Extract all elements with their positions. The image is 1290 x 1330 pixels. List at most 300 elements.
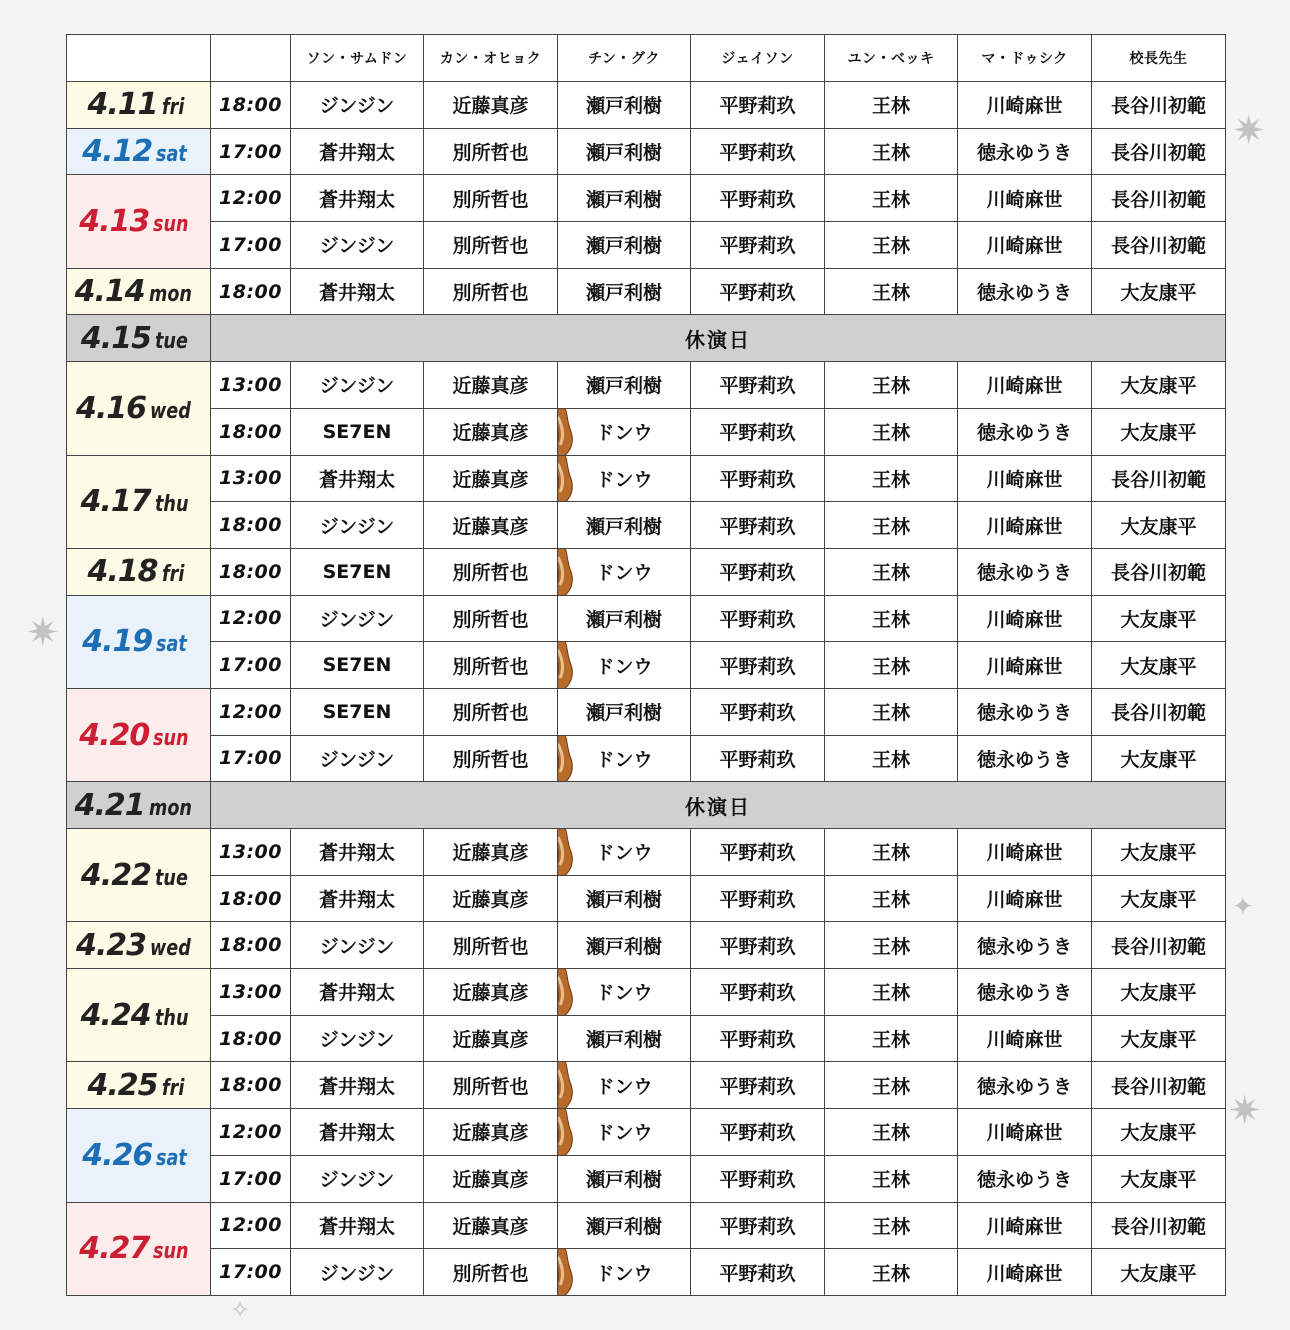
- cast-name: ドンウ: [595, 982, 653, 1005]
- cast-cell: 平野莉玖: [691, 1015, 825, 1062]
- cast-cell: 近藤真彦: [424, 1155, 558, 1202]
- cast-name: ドンウ: [595, 1262, 653, 1285]
- cast-cell: 大友康平: [1092, 1109, 1226, 1156]
- date-number: 4.24: [80, 997, 151, 1033]
- show-time: 17:00: [211, 1155, 291, 1202]
- performance-schedule-table: [66, 34, 1226, 1296]
- date-cell: [67, 268, 211, 315]
- cast-name: ドンウ: [595, 1122, 653, 1145]
- day-of-week: wed: [150, 935, 191, 961]
- table-row: [67, 1202, 1226, 1249]
- cast-cell: [558, 1155, 691, 1202]
- header-role: 校長先生: [1092, 35, 1226, 82]
- cast-cell: 長谷川初範: [1092, 455, 1226, 502]
- rest-day-row: [67, 315, 1226, 362]
- cast-cell: 王林: [825, 735, 958, 782]
- cast-cell: 川崎麻世: [958, 1109, 1092, 1156]
- cast-cell: 長谷川初範: [1092, 688, 1226, 735]
- show-time: 18:00: [211, 408, 291, 455]
- cast-cell: 平野莉玖: [691, 128, 825, 175]
- show-time: 12:00: [211, 1109, 291, 1156]
- cast-cell: 川崎麻世: [958, 175, 1092, 222]
- date-cell: [67, 362, 211, 455]
- header-role: カン・オヒョク: [424, 35, 558, 82]
- cast-name: ドンウ: [595, 842, 653, 865]
- cast-cell: ジンジン: [291, 595, 424, 642]
- show-time: 17:00: [211, 735, 291, 782]
- day-of-week: sun: [153, 212, 189, 238]
- show-time: 13:00: [211, 455, 291, 502]
- cast-name: 瀬戸利樹: [585, 935, 662, 958]
- date-number: 4.18: [87, 554, 158, 590]
- cast-cell: 徳永ゆうき: [958, 922, 1092, 969]
- cast-cell: [558, 735, 691, 782]
- cast-cell: 王林: [825, 1062, 958, 1109]
- cast-cell: 王林: [825, 128, 958, 175]
- cast-cell: 蒼井翔太: [291, 969, 424, 1016]
- cast-name: ドンウ: [595, 422, 653, 445]
- cast-cell: 別所哲也: [424, 268, 558, 315]
- cast-cell: [558, 595, 691, 642]
- cast-cell: 王林: [825, 1015, 958, 1062]
- cast-cell: [558, 642, 691, 689]
- cast-cell: 徳永ゆうき: [958, 128, 1092, 175]
- cast-cell: [558, 548, 691, 595]
- cast-cell: SE7EN: [291, 408, 424, 455]
- cast-cell: 別所哲也: [424, 222, 558, 269]
- date-cell: [67, 315, 211, 362]
- day-of-week: fri: [161, 1075, 184, 1101]
- cast-cell: 近藤真彦: [424, 362, 558, 409]
- cast-cell: [558, 268, 691, 315]
- cast-cell: 川崎麻世: [958, 222, 1092, 269]
- cast-cell: ジンジン: [291, 922, 424, 969]
- show-time: 18:00: [211, 875, 291, 922]
- cast-cell: 川崎麻世: [958, 875, 1092, 922]
- day-of-week: fri: [161, 562, 184, 588]
- cast-cell: [558, 175, 691, 222]
- cast-cell: 蒼井翔太: [291, 1109, 424, 1156]
- cast-cell: 平野莉玖: [691, 922, 825, 969]
- header-row: [67, 35, 1226, 82]
- day-of-week: tue: [154, 865, 188, 891]
- cast-cell: 蒼井翔太: [291, 1062, 424, 1109]
- cast-cell: 大友康平: [1092, 875, 1226, 922]
- show-time: 18:00: [211, 922, 291, 969]
- cast-cell: ジンジン: [291, 502, 424, 549]
- date-cell: [67, 1109, 211, 1202]
- cast-cell: 大友康平: [1092, 829, 1226, 876]
- day-of-week: tue: [154, 328, 188, 354]
- header-role: マ・ドゥシク: [958, 35, 1092, 82]
- cast-cell: [558, 502, 691, 549]
- cast-cell: 蒼井翔太: [291, 175, 424, 222]
- cast-cell: 平野莉玖: [691, 1155, 825, 1202]
- cast-name: 瀬戸利樹: [585, 702, 662, 725]
- table-row: [67, 82, 1226, 129]
- date-cell: [67, 1202, 211, 1295]
- cast-cell: 長谷川初範: [1092, 548, 1226, 595]
- cast-cell: [558, 128, 691, 175]
- date-number: 4.20: [79, 717, 150, 753]
- day-of-week: sat: [156, 632, 188, 658]
- header-time: [211, 35, 291, 82]
- header-role: チン・グク: [558, 35, 691, 82]
- squirrel-icon: [558, 408, 575, 455]
- cast-cell: 別所哲也: [424, 548, 558, 595]
- cast-cell: [558, 362, 691, 409]
- cast-cell: 別所哲也: [424, 1249, 558, 1296]
- cast-cell: 別所哲也: [424, 128, 558, 175]
- cast-cell: ジンジン: [291, 1015, 424, 1062]
- table-row: [67, 268, 1226, 315]
- cast-cell: 王林: [825, 1202, 958, 1249]
- header-role: ユン・ベッキ: [825, 35, 958, 82]
- cast-cell: 王林: [825, 969, 958, 1016]
- squirrel-icon: [558, 455, 575, 502]
- cast-cell: 王林: [825, 875, 958, 922]
- cast-cell: 別所哲也: [424, 922, 558, 969]
- table-row: [67, 175, 1226, 222]
- cast-cell: 蒼井翔太: [291, 829, 424, 876]
- cast-cell: [558, 922, 691, 969]
- cast-cell: 王林: [825, 502, 958, 549]
- table-row: [67, 688, 1226, 735]
- cast-cell: 大友康平: [1092, 1155, 1226, 1202]
- cast-cell: 平野莉玖: [691, 1202, 825, 1249]
- cast-name: ドンウ: [595, 1075, 653, 1098]
- squirrel-icon: [558, 735, 575, 782]
- table-row: [67, 222, 1226, 269]
- cast-cell: 平野莉玖: [691, 595, 825, 642]
- table-row: [67, 408, 1226, 455]
- cast-cell: 長谷川初範: [1092, 128, 1226, 175]
- date-cell: [67, 175, 211, 268]
- table-row: [67, 595, 1226, 642]
- cast-cell: 大友康平: [1092, 408, 1226, 455]
- cast-cell: 川崎麻世: [958, 502, 1092, 549]
- table-row: [67, 128, 1226, 175]
- show-time: 18:00: [211, 1015, 291, 1062]
- cast-cell: 徳永ゆうき: [958, 969, 1092, 1016]
- date-cell: [67, 782, 211, 829]
- table-row: [67, 922, 1226, 969]
- cast-cell: 川崎麻世: [958, 829, 1092, 876]
- date-number: 4.17: [80, 484, 151, 520]
- cast-cell: 平野莉玖: [691, 1109, 825, 1156]
- cast-cell: [558, 1015, 691, 1062]
- cast-cell: 王林: [825, 408, 958, 455]
- squirrel-icon: [558, 548, 575, 595]
- cast-cell: 大友康平: [1092, 362, 1226, 409]
- show-time: 12:00: [211, 175, 291, 222]
- cast-cell: 近藤真彦: [424, 455, 558, 502]
- date-number: 4.14: [74, 274, 145, 310]
- cast-cell: 川崎麻世: [958, 1249, 1092, 1296]
- cast-cell: ジンジン: [291, 1249, 424, 1296]
- cast-name: 瀬戸利樹: [585, 142, 662, 165]
- date-number: 4.12: [82, 134, 153, 170]
- cast-name: 瀬戸利樹: [585, 1169, 662, 1192]
- cast-name: 瀬戸利樹: [585, 282, 662, 305]
- squirrel-icon: [558, 1249, 575, 1296]
- date-cell: [67, 128, 211, 175]
- cast-name: ドンウ: [595, 468, 653, 491]
- cast-cell: 長谷川初範: [1092, 922, 1226, 969]
- cast-cell: 蒼井翔太: [291, 455, 424, 502]
- sparkle-icon: ✷: [26, 610, 60, 656]
- cast-cell: 徳永ゆうき: [958, 688, 1092, 735]
- table-row: [67, 548, 1226, 595]
- cast-cell: [558, 222, 691, 269]
- cast-cell: 王林: [825, 175, 958, 222]
- cast-name: 瀬戸利樹: [585, 235, 662, 258]
- cast-name: ドンウ: [595, 562, 653, 585]
- cast-cell: 川崎麻世: [958, 455, 1092, 502]
- cast-cell: 平野莉玖: [691, 548, 825, 595]
- cast-cell: 王林: [825, 1249, 958, 1296]
- cast-cell: 平野莉玖: [691, 362, 825, 409]
- cast-name: 瀬戸利樹: [585, 95, 662, 118]
- cast-cell: 徳永ゆうき: [958, 1155, 1092, 1202]
- cast-name: 瀬戸利樹: [585, 889, 662, 912]
- day-of-week: sat: [156, 1145, 188, 1171]
- cast-cell: 近藤真彦: [424, 875, 558, 922]
- cast-cell: SE7EN: [291, 688, 424, 735]
- date-number: 4.26: [82, 1137, 153, 1173]
- show-time: 18:00: [211, 82, 291, 129]
- cast-cell: 別所哲也: [424, 688, 558, 735]
- cast-cell: 近藤真彦: [424, 1109, 558, 1156]
- cast-cell: [558, 1062, 691, 1109]
- cast-cell: 近藤真彦: [424, 1202, 558, 1249]
- cast-cell: 大友康平: [1092, 595, 1226, 642]
- show-time: 13:00: [211, 969, 291, 1016]
- cast-cell: 大友康平: [1092, 969, 1226, 1016]
- date-number: 4.22: [80, 857, 151, 893]
- squirrel-icon: [558, 1062, 575, 1109]
- cast-cell: 大友康平: [1092, 1015, 1226, 1062]
- date-cell: [67, 969, 211, 1062]
- show-time: 12:00: [211, 595, 291, 642]
- squirrel-icon: [558, 1109, 575, 1156]
- header-date: [67, 35, 211, 82]
- cast-cell: 平野莉玖: [691, 222, 825, 269]
- cast-name: 瀬戸利樹: [585, 515, 662, 538]
- cast-cell: 王林: [825, 829, 958, 876]
- cast-cell: 平野莉玖: [691, 455, 825, 502]
- date-number: 4.25: [87, 1067, 158, 1103]
- table-row: [67, 362, 1226, 409]
- cast-cell: [558, 875, 691, 922]
- cast-cell: [558, 829, 691, 876]
- cast-name: 瀬戸利樹: [585, 608, 662, 631]
- cast-cell: 平野莉玖: [691, 175, 825, 222]
- table-body: [67, 82, 1226, 1296]
- day-of-week: mon: [148, 282, 192, 308]
- cast-cell: 近藤真彦: [424, 829, 558, 876]
- date-number: 4.27: [79, 1231, 150, 1267]
- rest-day-row: [67, 782, 1226, 829]
- show-time: 12:00: [211, 688, 291, 735]
- cast-name: 瀬戸利樹: [585, 1029, 662, 1052]
- cast-cell: 別所哲也: [424, 1062, 558, 1109]
- cast-cell: 王林: [825, 268, 958, 315]
- cast-cell: 平野莉玖: [691, 502, 825, 549]
- cast-cell: ジンジン: [291, 1155, 424, 1202]
- cast-cell: 近藤真彦: [424, 82, 558, 129]
- cast-cell: 川崎麻世: [958, 642, 1092, 689]
- cast-name: ドンウ: [595, 655, 653, 678]
- cast-cell: 大友康平: [1092, 268, 1226, 315]
- cast-cell: 大友康平: [1092, 502, 1226, 549]
- table-row: [67, 875, 1226, 922]
- sparkle-icon: ✷: [1228, 1088, 1262, 1134]
- cast-cell: 別所哲也: [424, 595, 558, 642]
- cast-cell: 近藤真彦: [424, 1015, 558, 1062]
- rest-day-label: 休演日: [211, 315, 1226, 362]
- date-cell: [67, 922, 211, 969]
- table-row: [67, 502, 1226, 549]
- date-number: 4.11: [87, 87, 158, 123]
- sparkle-icon: ✦: [1232, 892, 1254, 922]
- cast-cell: 平野莉玖: [691, 688, 825, 735]
- cast-cell: 平野莉玖: [691, 1249, 825, 1296]
- date-number: 4.16: [75, 390, 147, 426]
- cast-name: ドンウ: [595, 748, 653, 771]
- cast-cell: 川崎麻世: [958, 82, 1092, 129]
- cast-cell: 徳永ゆうき: [958, 1062, 1092, 1109]
- cast-cell: 長谷川初範: [1092, 175, 1226, 222]
- show-time: 13:00: [211, 362, 291, 409]
- squirrel-icon: [558, 829, 575, 876]
- show-time: 17:00: [211, 222, 291, 269]
- cast-cell: 平野莉玖: [691, 969, 825, 1016]
- cast-cell: 大友康平: [1092, 735, 1226, 782]
- cast-cell: 別所哲也: [424, 735, 558, 782]
- day-of-week: sun: [153, 1239, 189, 1265]
- cast-cell: 王林: [825, 362, 958, 409]
- cast-cell: 平野莉玖: [691, 1062, 825, 1109]
- show-time: 17:00: [211, 1249, 291, 1296]
- cast-cell: 長谷川初範: [1092, 1202, 1226, 1249]
- cast-cell: 王林: [825, 1109, 958, 1156]
- cast-cell: [558, 408, 691, 455]
- cast-cell: SE7EN: [291, 548, 424, 595]
- date-number: 4.15: [80, 320, 151, 356]
- date-cell: [67, 688, 211, 781]
- squirrel-icon: [558, 642, 575, 689]
- cast-cell: 王林: [825, 548, 958, 595]
- show-time: 18:00: [211, 548, 291, 595]
- cast-cell: 長谷川初範: [1092, 82, 1226, 129]
- cast-name: 瀬戸利樹: [585, 375, 662, 398]
- day-of-week: sat: [156, 142, 188, 168]
- table-row: [67, 1015, 1226, 1062]
- cast-cell: 大友康平: [1092, 1249, 1226, 1296]
- table-row: [67, 1249, 1226, 1296]
- cast-cell: 王林: [825, 455, 958, 502]
- cast-cell: 平野莉玖: [691, 268, 825, 315]
- cast-cell: 長谷川初範: [1092, 1062, 1226, 1109]
- day-of-week: mon: [148, 795, 192, 821]
- date-number: 4.23: [75, 927, 147, 963]
- header-role: ソン・サムドン: [291, 35, 424, 82]
- cast-cell: [558, 82, 691, 129]
- cast-cell: 川崎麻世: [958, 362, 1092, 409]
- cast-cell: [558, 688, 691, 735]
- squirrel-icon: [558, 969, 575, 1016]
- cast-cell: 平野莉玖: [691, 408, 825, 455]
- cast-cell: 近藤真彦: [424, 502, 558, 549]
- cast-cell: 平野莉玖: [691, 82, 825, 129]
- cast-cell: 長谷川初範: [1092, 222, 1226, 269]
- cast-cell: 大友康平: [1092, 642, 1226, 689]
- cast-cell: 王林: [825, 1155, 958, 1202]
- show-time: 17:00: [211, 128, 291, 175]
- date-cell: [67, 548, 211, 595]
- cast-cell: 王林: [825, 82, 958, 129]
- show-time: 18:00: [211, 1062, 291, 1109]
- cast-cell: 近藤真彦: [424, 969, 558, 1016]
- show-time: 18:00: [211, 268, 291, 315]
- cast-name: 瀬戸利樹: [585, 188, 662, 211]
- cast-cell: 王林: [825, 595, 958, 642]
- show-time: 17:00: [211, 642, 291, 689]
- cast-cell: 川崎麻世: [958, 1202, 1092, 1249]
- cast-cell: 徳永ゆうき: [958, 548, 1092, 595]
- cast-name: 瀬戸利樹: [585, 1215, 662, 1238]
- cast-cell: 徳永ゆうき: [958, 735, 1092, 782]
- cast-cell: ジンジン: [291, 735, 424, 782]
- cast-cell: 徳永ゆうき: [958, 268, 1092, 315]
- rest-day-label: 休演日: [211, 782, 1226, 829]
- table-row: [67, 1155, 1226, 1202]
- cast-cell: 別所哲也: [424, 175, 558, 222]
- cast-cell: [558, 1109, 691, 1156]
- date-cell: [67, 455, 211, 548]
- table-row: [67, 642, 1226, 689]
- day-of-week: thu: [154, 1005, 189, 1031]
- cast-cell: 王林: [825, 688, 958, 735]
- date-number: 4.19: [82, 624, 153, 660]
- show-time: 12:00: [211, 1202, 291, 1249]
- cast-cell: 平野莉玖: [691, 642, 825, 689]
- cast-cell: 王林: [825, 642, 958, 689]
- table-row: [67, 1109, 1226, 1156]
- cast-cell: 別所哲也: [424, 642, 558, 689]
- cast-cell: 王林: [825, 922, 958, 969]
- cast-cell: ジンジン: [291, 82, 424, 129]
- table-row: [67, 735, 1226, 782]
- date-cell: [67, 1062, 211, 1109]
- cast-cell: 川崎麻世: [958, 1015, 1092, 1062]
- date-cell: [67, 82, 211, 129]
- day-of-week: thu: [154, 492, 189, 518]
- show-time: 18:00: [211, 502, 291, 549]
- date-number: 4.21: [74, 787, 145, 823]
- show-time: 13:00: [211, 829, 291, 876]
- day-of-week: sun: [153, 725, 189, 751]
- date-cell: [67, 829, 211, 922]
- cast-cell: 王林: [825, 222, 958, 269]
- date-number: 4.13: [79, 204, 150, 240]
- cast-cell: 蒼井翔太: [291, 875, 424, 922]
- cast-cell: 蒼井翔太: [291, 268, 424, 315]
- cast-cell: ジンジン: [291, 362, 424, 409]
- cast-cell: 蒼井翔太: [291, 1202, 424, 1249]
- day-of-week: fri: [161, 95, 184, 121]
